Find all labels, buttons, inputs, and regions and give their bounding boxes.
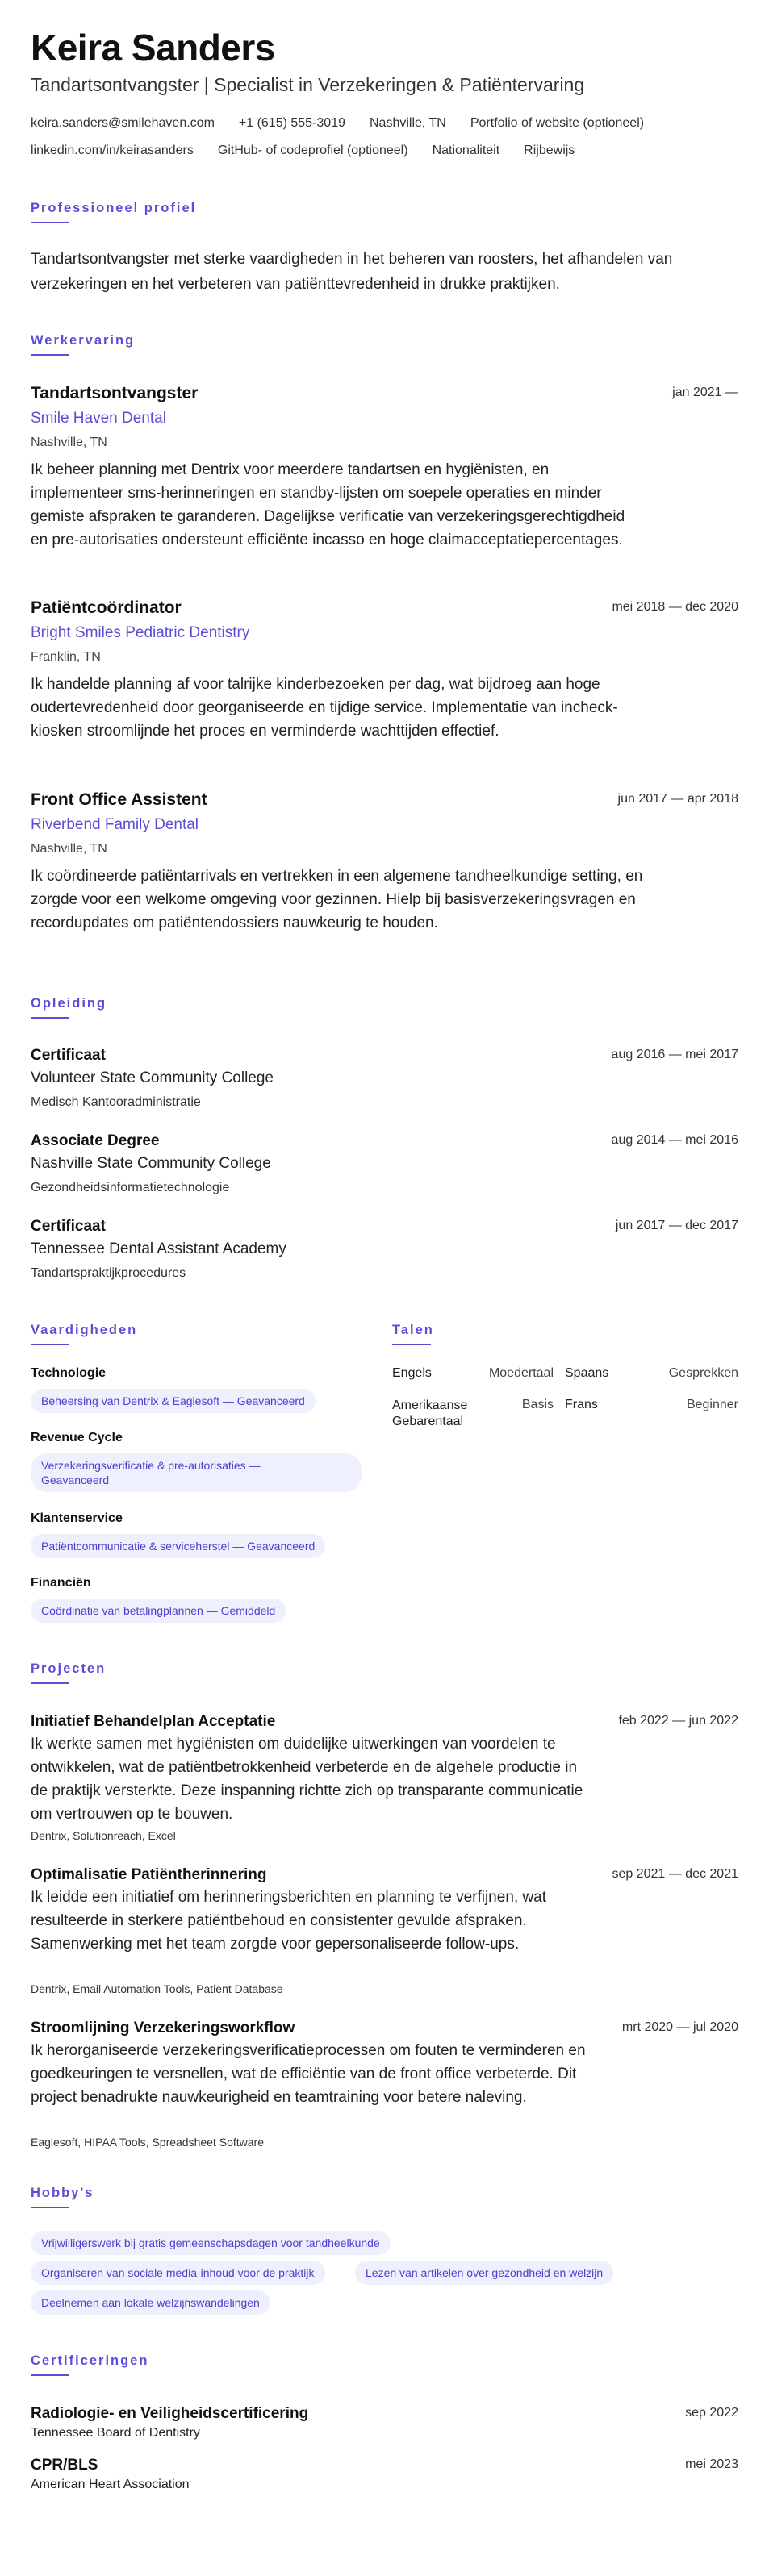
project-title: Optimalisatie Patiëntherinnering [31,1866,267,1883]
certification-date: mei 2023 [685,2457,738,2471]
language-level: Moedertaal [488,1366,554,1380]
project-date: feb 2022 — jun 2022 [618,1714,738,1728]
company-name: Bright Smiles Pediatric Dentistry [31,624,250,641]
skill-category: Revenue Cycle [31,1431,123,1444]
project-tech: Eaglesoft, HIPAA Tools, Spreadsheet Software [31,2136,264,2149]
section-divider [31,1682,69,1684]
job-date: jan 2021 — [672,386,738,399]
project-tech: Dentrix, Email Automation Tools, Patient Database [31,1982,283,1995]
license-text: Rijbewijs [524,144,575,157]
project-tech: Dentrix, Solutionreach, Excel [31,1829,176,1842]
project-description: Ik werkte samen met hygiënisten om duidelijke uitwerkingen van voordelen te ontwikkelen, wat de patiëntbetrokkenheid verbeterde en de algehele productie in de praktijk versterkte. Deze inspanning richtte zich op transparante communicatie om vertrouwen op te bouwen. [31,1736,583,1823]
language-name-line: Gebarentaal [392,1415,464,1428]
hobby-chip: Organiseren van sociale media-inhoud voor de praktijk [31,2261,325,2285]
degree-title: Associate Degree [31,1132,160,1149]
contact-line-1 [31,116,668,131]
section-title-projects: Projecten [31,1661,107,1676]
section-divider [31,2207,69,2208]
section-title-profile: Professioneel profiel [31,201,197,215]
job-date: mei 2018 — dec 2020 [612,600,738,614]
language-name: Frans [565,1398,598,1411]
github-link[interactable]: GitHub- of codeprofiel (optioneel) [217,144,408,157]
skill-chip [31,1453,362,1492]
job-title: Tandartsontvangster [31,384,199,402]
company-name: Smile Haven Dental [31,410,166,427]
section-title-skills: Vaardigheden [31,1323,138,1337]
language-name [392,1398,467,1430]
language-name-line: Amerikaanse [392,1398,468,1412]
project-title: Initiatief Behandelplan Acceptatie [31,1713,276,1730]
certification-org: American Heart Association [31,2478,190,2491]
language-level: Basis [521,1398,554,1411]
section-title-certifications: Certificeringen [31,2353,149,2368]
language-name: Engels [392,1366,432,1380]
skill-chip-line: Verzekeringsverificatie & pre-autorisaties — [41,1459,261,1472]
school-name: Tennessee Dental Assistant Academy [31,1240,286,1257]
company-name: Riverbend Family Dental [31,816,199,833]
degree-title: Certificaat [31,1218,106,1235]
profile-summary: Tandartsontvangster met sterke vaardigheden in het beheren van roosters, het afhandelen van verzekeringen en het verbeteren van patiënttevredenheid in drukke praktijken. [31,251,673,293]
school-name: Volunteer State Community College [31,1069,274,1086]
job-description: Ik beheer planning met Dentrix voor meerdere tandartsen en hygiënisten, en implementeer sms-herinneringen en standby-lijsten om soepele operaties en minder gemiste afspraken te garanderen. Dagelijkse verificatie van verzekeringsgerechtigdheid en pre-autorisaties ondersteunt efficiënte incasso en hoge claimacceptatiepercentages. [31,461,625,548]
section-divider [31,1344,69,1345]
section-title-experience: Werkervaring [31,333,136,348]
study-field: Gezondheidsinformatietechnologie [31,1181,230,1194]
job-title: Patiëntcoördinator [31,598,182,617]
job-description: Ik handelde planning af voor talrijke kinderbezoeken per dag, wat bijdroeg aan hoge oudertevredenheid door georganiseerde en tijdige service. Implementatie van incheck-kiosken stroomlijnde het proces en verminderde wachttijden effectief. [31,676,618,740]
section-divider [31,354,69,356]
section-divider [31,2374,69,2376]
job-location: Nashville, TN [31,436,107,449]
education-date: aug 2014 — mei 2016 [611,1133,738,1147]
language-level: Gesprekken [668,1366,738,1380]
certification-title: CPR/BLS [31,2457,98,2474]
hobby-chip: Vrijwilligerswerk bij gratis gemeenschapsdagen voor tandheelkunde [31,2231,391,2255]
project-description: Ik herorganiseerde verzekeringsverificatieprocessen om fouten te verminderen en goedkeuringen te versnellen, wat de efficiëntie van de front office verbeterde. Dit project benadrukte nauwkeurigheid en teamtraining voor betere naleving. [31,2042,586,2106]
portfolio-link[interactable]: Portfolio of website (optioneel) [470,116,645,130]
skill-chip-line: Geavanceerd [41,1473,110,1486]
skill-category: Financiën [31,1576,91,1590]
job-location: Nashville, TN [31,842,107,856]
school-name: Nashville State Community College [31,1155,271,1172]
candidate-name: Keira Sanders [31,27,275,69]
resume-page [31,0,738,2576]
location-text: Nashville, TN [370,116,446,130]
job-description: Ik coördineerde patiëntarrivals en vertrekken in een algemene tandheelkundige setting, en zorgde voor een welkome omgeving voor gezinnen. Hielp bij basisverzekeringsvragen en recordupdates om patiëntendossiers nauwkeurig te houden. [31,868,643,932]
contact-line-2 [31,144,599,158]
section-divider [31,1017,69,1019]
certification-org: Tennessee Board of Dentistry [31,2426,200,2440]
nationality-text: Nationaliteit [432,144,500,157]
section-divider [31,222,69,223]
email-link[interactable]: keira.sanders@smilehaven.com [31,116,215,130]
education-date: aug 2016 — mei 2017 [611,1048,738,1061]
certification-title: Radiologie- en Veiligheidscertificering [31,2405,309,2422]
section-title-education: Opleiding [31,996,107,1011]
certification-date: sep 2022 [685,2406,738,2420]
candidate-subtitle: Tandartsontvangster | Specialist in Verzekeringen & Patiëntervaring [31,74,585,95]
education-date: jun 2017 — dec 2017 [615,1219,738,1232]
skill-category: Klantenservice [31,1511,123,1525]
study-field: Medisch Kantooradministratie [31,1095,201,1109]
job-location: Franklin, TN [31,650,101,664]
skill-chip: Coördinatie van betalingplannen — Gemiddeld [31,1599,286,1623]
skill-category: Technologie [31,1366,107,1380]
section-title-languages: Talen [392,1323,434,1337]
skill-chip: Beheersing van Dentrix & Eaglesoft — Geavanceerd [31,1389,316,1413]
skill-chip: Patiëntcommunicatie & serviceherstel — Geavanceerd [31,1534,325,1558]
job-title: Front Office Assistent [31,790,207,809]
phone-text[interactable]: +1 (615) 555-3019 [238,116,345,130]
section-divider [392,1344,431,1345]
language-level: Beginner [686,1398,738,1411]
project-title: Stroomlijning Verzekeringsworkflow [31,2020,295,2036]
study-field: Tandartspraktijkprocedures [31,1266,186,1280]
project-date: mrt 2020 — jul 2020 [621,2020,738,2034]
linkedin-link[interactable]: linkedin.com/in/keirasanders [31,144,194,157]
job-date: jun 2017 — apr 2018 [617,792,738,806]
project-date: sep 2021 — dec 2021 [612,1867,738,1881]
project-description: Ik leidde een initiatief om herinneringsberichten en planning te verfijnen, wat resulteerde in sterkere patiëntbehoud en consistenter gevulde afspraken. Samenwerking met het team zorgde voor gepersonaliseerde follow-ups. [31,1889,547,1953]
degree-title: Certificaat [31,1047,106,1064]
hobby-chip: Deelnemen aan lokale welzijnswandelingen [31,2290,270,2315]
hobby-chip: Lezen van artikelen over gezondheid en welzijn [355,2261,613,2285]
section-title-hobbies: Hobby's [31,2186,94,2200]
language-name: Spaans [565,1366,609,1380]
